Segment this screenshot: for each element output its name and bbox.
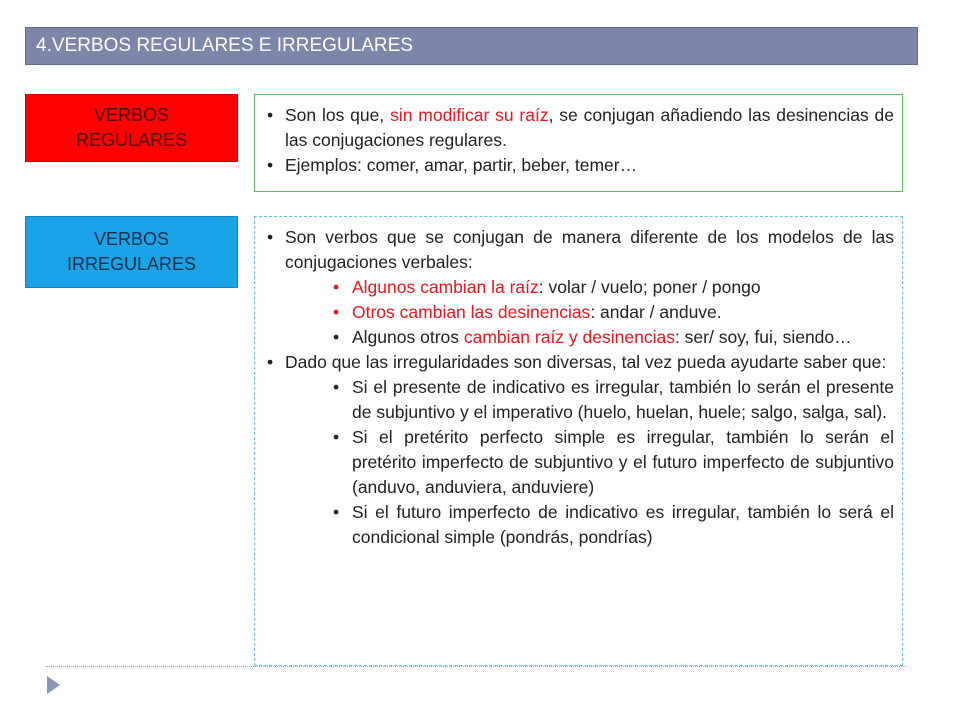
triangle-icon <box>47 676 60 694</box>
irregulares-content <box>254 216 903 666</box>
regulares-label-line1: VERBOS <box>93 105 169 125</box>
irregulares-ayuda: • Dado que las irregularidades son diversas, tal vez pueda ayudarte saber que: • Si el presente de indicativo es irregular, también lo serán el presente de subjuntivo y el imperativo (huelo, huelan, huele; salgo, salga, sal). • Si el pretérito perfecto simple es irregular, también lo serán el pretérito imperfecto de subjuntivo y el futuro imperfecto de subjuntivo (anduvo, anduviera, anduviere) • Si el futuro imperfecto de indicativo es irregular, también lo será el condicional simple (pondrás, pondrías) <box>265 350 894 550</box>
regulares-label-line2: REGULARES <box>75 130 188 150</box>
irregulares-sub-desinencias: • Otros cambian las desinencias: andar / anduve. <box>285 300 894 325</box>
regulares-examples: • Ejemplos: comer, amar, partir, beber, temer… <box>265 153 894 178</box>
regulares-definition: • Son los que, sin modificar su raíz, se conjugan añadiendo las desinencias de las conjugaciones regulares. <box>265 103 894 153</box>
irregulares-sub-presente: • Si el presente de indicativo es irregular, también lo serán el presente de subjuntivo y el imperativo (huelo, huelan, huele; salgo, salga, sal). <box>285 375 894 425</box>
irregulares-sub-raiz: • Algunos cambian la raíz: volar / vuelo; poner / pongo <box>285 275 894 300</box>
regulares-label <box>25 94 238 162</box>
highlight-text: sin modificar su raíz <box>390 105 549 125</box>
irregulares-sub-preterito: • Si el pretérito perfecto simple es irregular, también lo serán el pretérito imperfecto de subjuntivo y el futuro imperfecto de subjuntivo (anduvo, anduviera, anduviere) <box>285 425 894 500</box>
irregulares-definition: • Son verbos que se conjugan de manera diferente de los modelos de las conjugaciones verbales: • Algunos cambian la raíz: volar / vuelo; poner / pongo • Otros cambian las desinencias: andar / anduve. • Algunos otros cambian raíz y desinencias: ser/ soy, fui, siendo… <box>265 225 894 350</box>
irregulares-label-line1: VERBOS <box>93 229 169 249</box>
footer-divider <box>46 666 906 667</box>
irregulares-label-line2: IRREGULARES <box>66 254 197 274</box>
irregulares-label <box>25 216 238 288</box>
irregulares-sub-futuro: • Si el futuro imperfecto de indicativo es irregular, también lo será el condicional simple (pondrás, pondrías) <box>285 500 894 550</box>
regulares-content <box>254 94 903 192</box>
slide-title: 4.VERBOS REGULARES E IRREGULARES <box>25 27 918 65</box>
highlight-text: Otros cambian las desinencias <box>352 302 591 322</box>
highlight-text: cambian raíz y desinencias <box>463 327 675 347</box>
irregulares-sub-ambos: • Algunos otros cambian raíz y desinencias: ser/ soy, fui, siendo… <box>285 325 894 350</box>
highlight-text: Algunos cambian la raíz <box>352 277 539 297</box>
